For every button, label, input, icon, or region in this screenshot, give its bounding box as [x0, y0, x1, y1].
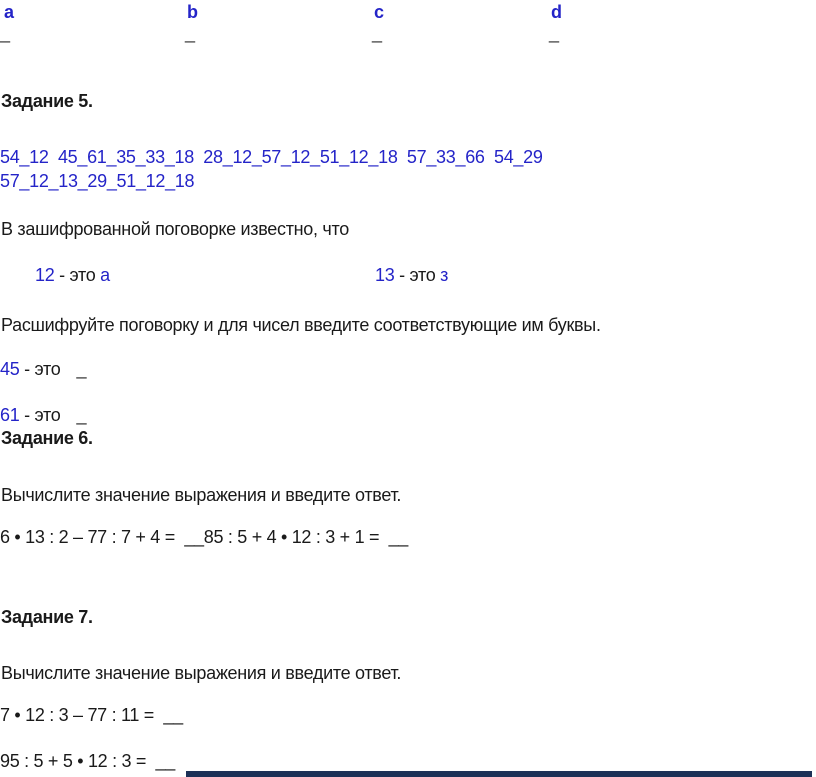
cipher-hint-12 — [35, 264, 110, 286]
task6-title: Задание 6. — [1, 428, 93, 448]
task5-intro: В зашифрованной поговорке известно, что — [1, 219, 349, 239]
task7-title: Задание 7. — [1, 607, 93, 627]
task7-expression-1[interactable]: 7 • 12 : 3 – 77 : 11 = __ — [0, 705, 183, 725]
answer-row-61 — [0, 404, 86, 426]
cipher-line-1: 54_12 45_61_35_33_18 28_12_57_12_51_12_18 57_33_66 54_29 — [0, 147, 543, 167]
task6-expression[interactable]: 6 • 13 : 2 – 77 : 7 + 4 = __85 : 5 + 4 • 12 : 3 + 1 = __ — [0, 527, 409, 547]
answer-option-b: b — [187, 2, 198, 22]
answer-blank-c[interactable]: _ — [372, 23, 382, 43]
hint-letter: з — [440, 265, 449, 285]
answer-option-d: d — [551, 2, 562, 22]
answer-row-45 — [0, 358, 86, 380]
answer-option-a: a — [4, 2, 14, 22]
hint-number: 12 — [35, 265, 55, 285]
task7-expression-2[interactable]: 95 : 5 + 5 • 12 : 3 = __ — [0, 751, 175, 771]
answer-blank-a[interactable]: _ — [0, 23, 10, 43]
task5-instruction: Расшифруйте поговорку и для чисел введите соответствующие им буквы. — [1, 315, 601, 335]
answer-number: 61 — [0, 405, 20, 425]
cipher-hint-13 — [375, 264, 448, 286]
answer-blank-61[interactable]: _ — [76, 405, 87, 425]
bottom-bar — [186, 771, 812, 777]
answer-sep: - это — [19, 405, 61, 425]
answer-sep: - это — [19, 359, 61, 379]
hint-sep: - это — [54, 265, 101, 285]
hint-letter: а — [100, 265, 110, 285]
task6-instruction: Вычислите значение выражения и введите ответ. — [1, 485, 402, 505]
hint-number: 13 — [375, 265, 395, 285]
cipher-line-2: 57_12_13_29_51_12_18 — [0, 171, 195, 191]
answer-option-c: c — [374, 2, 384, 22]
answer-blank-45[interactable]: _ — [76, 359, 87, 379]
task7-instruction: Вычислите значение выражения и введите ответ. — [1, 663, 402, 683]
answer-number: 45 — [0, 359, 20, 379]
task5-title: Задание 5. — [1, 91, 93, 111]
answer-blank-d[interactable]: _ — [549, 23, 559, 43]
answer-blank-b[interactable]: _ — [185, 23, 195, 43]
hint-sep: - это — [394, 265, 441, 285]
